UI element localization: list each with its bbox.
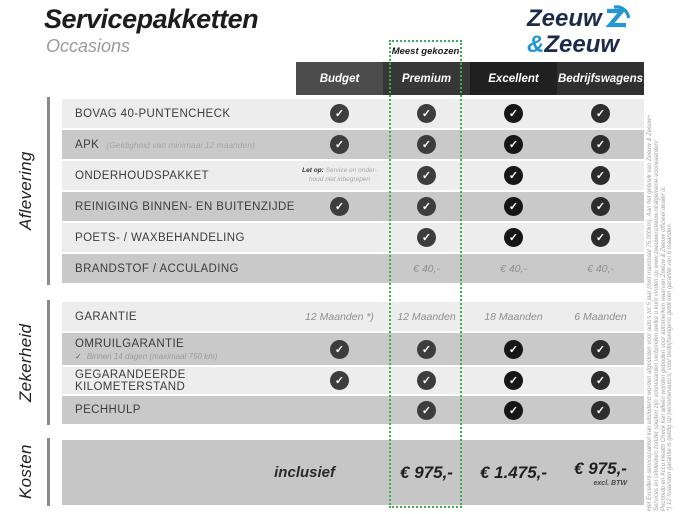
row-label: BOVAG 40-PUNTENCHECK <box>75 107 231 120</box>
cell-value: 6 Maanden <box>574 310 627 323</box>
section-bar-aflevering <box>47 97 50 285</box>
table-row <box>62 396 644 424</box>
column-header-bedrijfswagens: Bedrijfswagens <box>557 62 644 95</box>
check-icon <box>417 371 436 390</box>
cell-value: € 40,- <box>413 262 440 275</box>
cell-value: € 40,- <box>500 262 527 275</box>
page-subtitle: Occasions <box>46 36 131 56</box>
check-icon <box>417 104 436 123</box>
fineprint-line: Het Excellent-servicepakket kan uitsluitend worden afgesloten voor auto's tot 5 jaar (met maximaal 75.000km). Aan het gebruik van Zeeuw & Zeeuw+ <box>647 114 653 511</box>
column-header-excellent: Excellent <box>470 62 557 95</box>
row-label: APK (Geldigheid van minimaal 12 maanden) <box>75 138 255 151</box>
check-icon <box>504 340 523 359</box>
check-icon <box>330 371 349 390</box>
row-sub-note: ✓ Binnen 14 dagen (maximaal 750 km) <box>75 351 218 361</box>
section-label-kosten: Kosten <box>16 444 35 500</box>
table-row <box>62 302 644 331</box>
check-icon <box>417 166 436 185</box>
row-label: POETS- / WAXBEHANDELING <box>75 231 245 244</box>
check-icon <box>591 197 610 216</box>
check-icon <box>504 197 523 216</box>
check-icon <box>504 166 523 185</box>
logo-word-2: Zeeuw <box>544 31 620 58</box>
check-icon <box>417 340 436 359</box>
section-label-zekerheid: Zekerheid <box>16 323 35 402</box>
check-icon <box>417 135 436 154</box>
kosten-label: inclusief <box>274 464 335 481</box>
check-icon <box>417 401 436 420</box>
check-icon <box>591 371 610 390</box>
table-row <box>62 333 644 365</box>
price-excellent: € 1.475,- <box>479 462 548 482</box>
column-header-premium: Premium <box>383 62 470 95</box>
section-bar-kosten <box>47 438 50 506</box>
fineprint-disclaimer <box>647 59 674 511</box>
check-icon <box>417 197 436 216</box>
table-row <box>62 99 644 128</box>
zeeuw-zeeuw-logo <box>527 7 630 57</box>
check-icon <box>591 228 610 247</box>
check-icon <box>591 340 610 359</box>
kosten-row <box>62 440 644 505</box>
check-icon <box>330 197 349 216</box>
fineprint-line: Pechhulp en Accu Health Check kan alleen worden geboden voor automerken waarvan Zeeuw & Zeeuw officieel dealer is. <box>660 185 667 511</box>
check-icon <box>504 371 523 390</box>
check-icon <box>417 228 436 247</box>
small-check-icon: ✓ <box>75 351 82 361</box>
price-bedrijfswagens: € 975,- <box>574 458 627 478</box>
row-label: PECHHULP <box>75 404 141 416</box>
table-row <box>62 254 644 283</box>
cell-value: 12 Maanden *) <box>305 310 374 323</box>
table-row <box>62 192 644 221</box>
check-icon <box>591 135 610 154</box>
row-label: ONDERHOUDSPAKKET <box>75 169 209 182</box>
row-label: REINIGING BINNEN- EN BUITENZIJDE <box>75 200 295 213</box>
check-icon <box>591 401 610 420</box>
row-label: OMRUILGARANTIE <box>75 337 185 350</box>
section-label-aflevering: Aflevering <box>16 151 35 231</box>
cell-value: 12 Maanden <box>397 310 456 323</box>
check-icon <box>591 104 610 123</box>
budget-note: Let op: Service en onder- houd niet inbegrepen <box>302 166 377 183</box>
section-bar-zekerheid <box>47 300 50 425</box>
logo-ampersand: & <box>527 31 545 58</box>
check-icon <box>504 228 523 247</box>
table-row <box>62 367 644 394</box>
fineprint-line: *) 12 maanden garantie is geldig op personenauto's; voor bedrijfswagens geldt een garantie van 6 maanden. <box>667 222 674 511</box>
check-icon <box>591 166 610 185</box>
row-label: GEGARANDEERDE KILOMETERSTAND <box>75 368 186 393</box>
logo-word-1: Zeeuw <box>527 5 602 32</box>
cell-value: 18 Maanden <box>484 310 543 323</box>
table-row <box>62 130 644 159</box>
check-icon <box>330 104 349 123</box>
check-icon <box>504 135 523 154</box>
table-row <box>62 161 644 190</box>
check-icon <box>504 401 523 420</box>
check-icon <box>504 104 523 123</box>
most-chosen-badge: Meest gekozen <box>391 42 460 61</box>
fineprint-line: Services en Uitdeuken zonder spuiten zijn voorwaarden verbonden welke u kunt vinden op www.zeeuwenzeeuw.nl/algemene-voorwaarden/ <box>653 140 660 511</box>
table-row <box>62 223 644 252</box>
row-label: BRANDSTOF / ACCULADING <box>75 262 239 275</box>
column-header-budget: Budget <box>296 62 383 95</box>
price-note: excl. BTW <box>593 479 627 487</box>
check-icon <box>330 135 349 154</box>
price-premium: € 975,- <box>400 462 453 482</box>
check-icon <box>330 340 349 359</box>
row-label-note: (Geldigheid van minimaal 12 maanden) <box>106 139 255 150</box>
cell-value: € 40,- <box>587 262 614 275</box>
row-label: GARANTIE <box>75 310 137 323</box>
page-title: Servicepakketten <box>44 4 259 34</box>
